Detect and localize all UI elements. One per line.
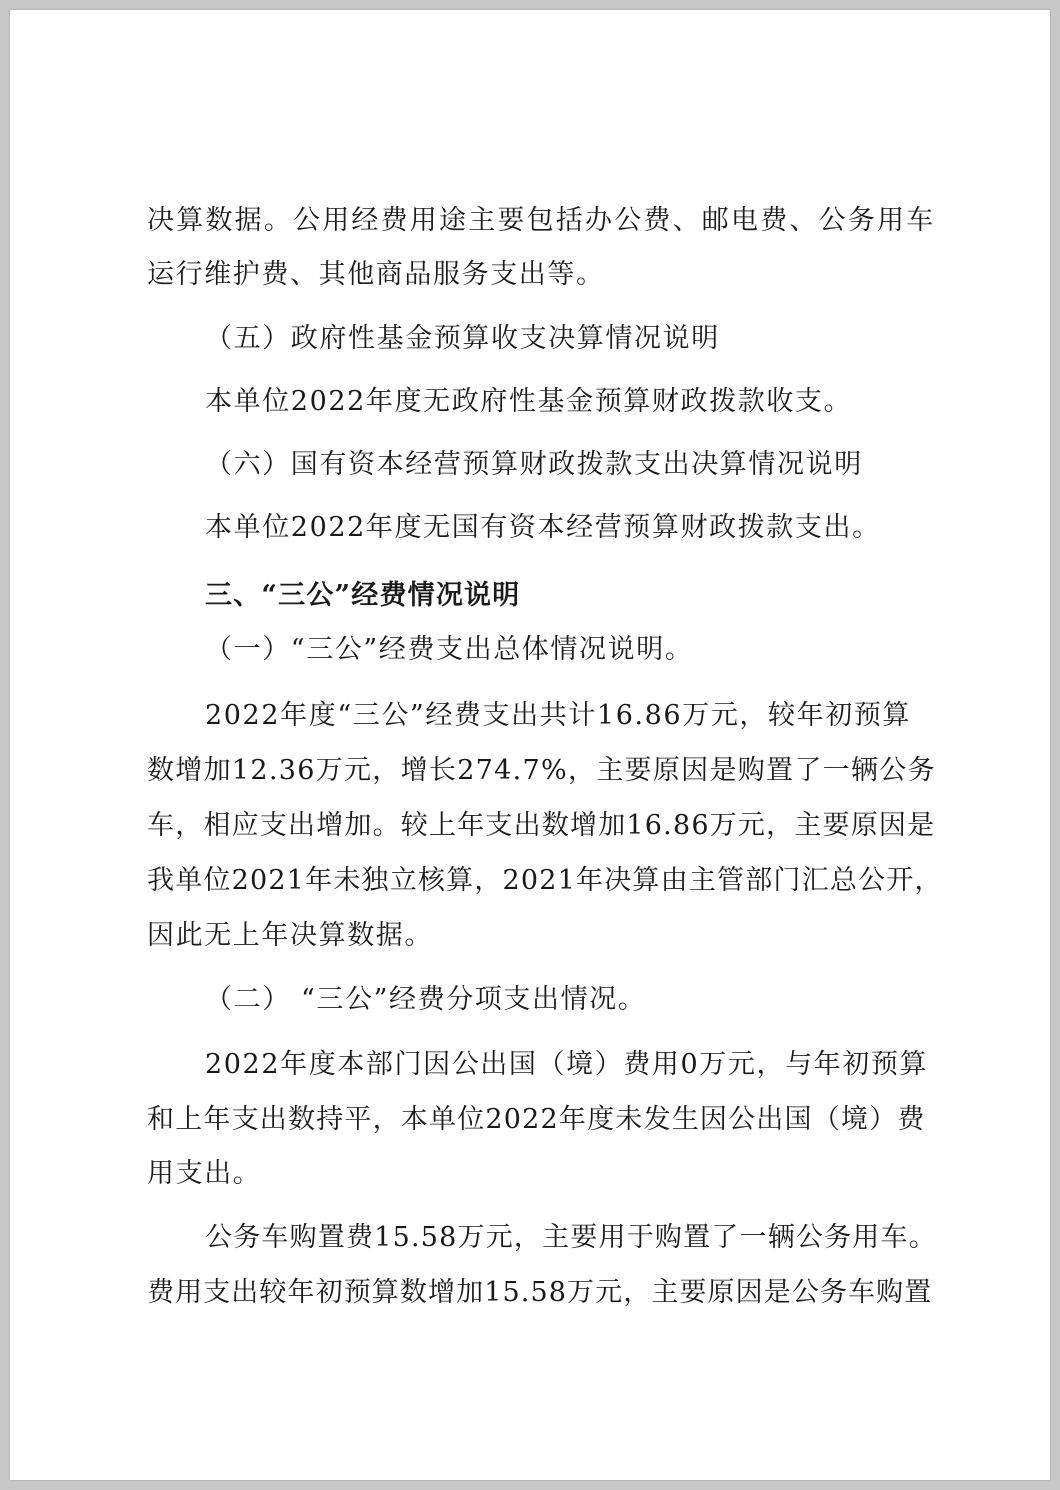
body-text-line: 用支出。: [147, 1158, 262, 1189]
document-page: [10, 10, 1050, 1480]
section-heading: （二） “三公”经费分项支出情况。: [205, 984, 647, 1015]
body-text-line: 公务车购置费15.58万元，主要用于购置了一辆公务用车。: [205, 1222, 937, 1253]
body-text-line: 和上年支出数持平，本单位2022年度未发生因公出国（境）费: [147, 1104, 926, 1135]
body-text-line: 本单位2022年度无政府性基金预算财政拨款收支。: [205, 386, 853, 417]
body-text-line: 因此无上年决算数据。: [147, 920, 433, 951]
body-text-line: 数增加12.36万元，增长274.7%，主要原因是购置了一辆公务: [147, 755, 936, 786]
body-text-line: 决算数据。公用经费用途主要包括办公费、邮电费、公务用车: [147, 205, 936, 236]
body-text-line: 我单位2021年未独立核算，2021年决算由主管部门汇总公开，: [147, 865, 943, 896]
section-heading: （一）“三公”经费支出总体情况说明。: [205, 634, 694, 665]
body-text-line: 本单位2022年度无国有资本经营预算财政拨款支出。: [205, 512, 881, 543]
chapter-heading: 三、“三公”经费情况说明: [205, 580, 521, 611]
body-text-line: 2022年度“三公”经费支出共计16.86万元，较年初预算: [205, 700, 912, 731]
section-heading: （五）政府性基金预算收支决算情况说明: [205, 323, 720, 354]
body-text-line: 2022年度本部门因公出国（境）费用0万元，与年初预算: [205, 1049, 929, 1080]
body-text-line: 费用支出较年初预算数增加15.58万元，主要原因是公务车购置: [147, 1277, 933, 1308]
body-text-line: 车，相应支出增加。较上年支出数增加16.86万元，主要原因是: [147, 810, 936, 841]
body-text-line: 运行维护费、其他商品服务支出等。: [147, 259, 605, 290]
section-heading: （六）国有资本经营预算财政拨款支出决算情况说明: [205, 449, 863, 480]
